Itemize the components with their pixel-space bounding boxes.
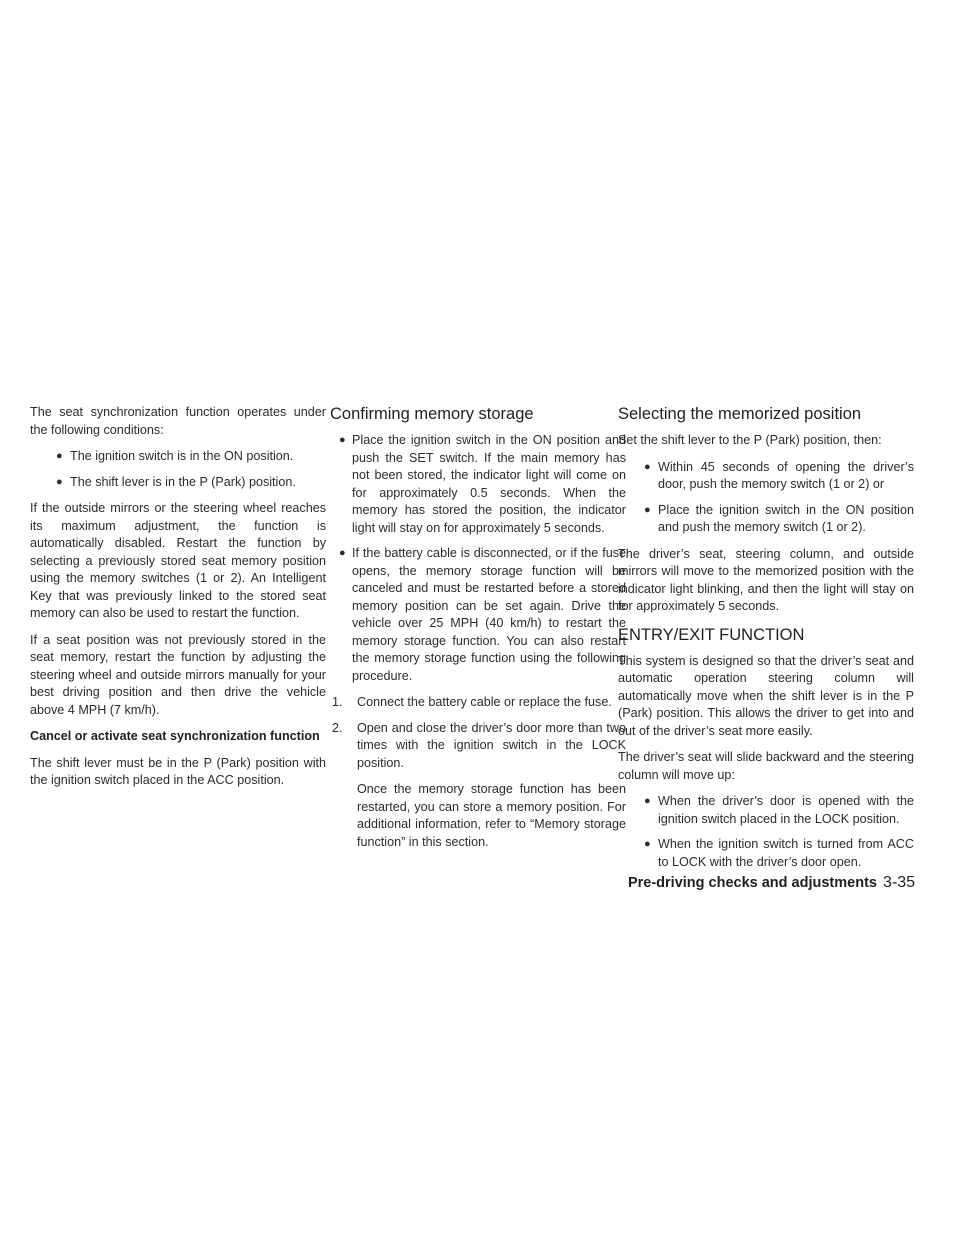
selecting-bullets (618, 459, 914, 537)
paragraph-move-to-memorized: The driver’s seat, steering column, and outside mirrors will move to the memorized position with the indicator light blinking, and then the light will stay on for approximately 5 seconds. (618, 546, 914, 613)
bullet-icon: ● (644, 795, 651, 807)
bullet-icon: ● (56, 450, 63, 462)
list-item: ● Place the ignition switch in the ON position and push the SET switch. If the main memory has not been stored, the indicator light will come on for approximately 0.5 seconds. When the memory has stored the position, the indicator light will stay on for approximately 5 seconds. (339, 433, 626, 535)
list-item: ● If the battery cable is disconnected, or if the fuse opens, the memory storage function will be canceled and must be restarted before a stored memory position can be set again. Drive the vehicle over 25 MPH (40 km/h) to restart the memory storage function. You can also restart the memory storage function using the following procedure. (339, 546, 626, 683)
bullet-icon: ● (644, 838, 651, 850)
list-item: ● When the driver’s door is opened with the ignition switch placed in the LOCK position. (644, 794, 914, 826)
heading-confirming-memory: Confirming memory storage (330, 405, 534, 423)
paragraph-entry-exit-design: This system is designed so that the driver’s seat and automatic operation steering column will automatically move when the shift lever is in the P (Park) position. This allows the driver to get into and out of the driver’s seat more easily. (618, 653, 914, 738)
step-note: Once the memory storage function has been restarted, you can store a memory position. For additional information, refer to “Memory storage function” in this section. (357, 782, 626, 849)
procedure-steps (330, 694, 626, 772)
paragraph-not-stored: If a seat position was not previously stored in the seat memory, restart the function by adjusting the steering wheel and outside mirrors manually for your best driving position and then drive the vehicle above 4 MPH (7 km/h). (30, 632, 326, 717)
heading-entry-exit: ENTRY/EXIT FUNCTION (618, 625, 805, 644)
column-3 (618, 404, 914, 880)
paragraph-set-shift-lever: Set the shift lever to the P (Park) position, then: (618, 433, 882, 447)
page-number: 3-35 (882, 874, 915, 891)
bullet-icon: ● (644, 460, 651, 473)
column-2 (330, 404, 626, 860)
list-item: 2. Open and close the driver’s door more than two times with the ignition switch in the LOCK position. (332, 720, 626, 770)
paragraph-shift-lever: The shift lever must be in the P (Park) position with the ignition switch placed in the ACC position. (30, 755, 326, 787)
bullet-icon: ● (56, 475, 63, 488)
list-item: ● The shift lever is in the P (Park) position. (30, 474, 326, 492)
paragraph-slide-backward: The driver’s seat will slide backward and the steering column will move up: (618, 750, 914, 782)
bullet-icon: ● (339, 547, 346, 559)
heading-selecting-memorized: Selecting the memorized position (618, 405, 862, 423)
conditions-list (30, 448, 326, 491)
page-footer (628, 874, 915, 892)
bullet-icon: ● (339, 434, 346, 446)
paragraph-mirrors-adjustment: If the outside mirrors or the steering wheel reaches its maximum adjustment, the function is automatically disabled. Restart the function by selecting a previously stored seat memory position using the memory switches (1 or 2). An Intelligent Key that was previously linked to the stored seat memory can also be used to restart the function. (30, 501, 326, 620)
list-item: ● The ignition switch is in the ON position. (30, 448, 326, 466)
list-item: ● When the ignition switch is turned from ACC to LOCK with the driver’s door open. (644, 837, 914, 869)
column-1 (30, 404, 326, 799)
list-item: 1. Connect the battery cable or replace the fuse. (332, 695, 612, 709)
list-item: ● Place the ignition switch in the ON position and push the memory switch (1 or 2). (644, 502, 914, 534)
list-item: ● Within 45 seconds of opening the driver’s door, push the memory switch (1 or 2) or (644, 459, 914, 491)
section-title: Pre-driving checks and adjustments (627, 875, 877, 891)
bullet-icon: ● (644, 503, 651, 516)
seat-sync-intro: The seat synchronization function operates under the following conditions: (30, 405, 326, 437)
confirming-bullets (330, 432, 626, 685)
entry-exit-bullets (618, 793, 914, 871)
subheading-cancel-activate: Cancel or activate seat synchronization function (30, 729, 320, 743)
